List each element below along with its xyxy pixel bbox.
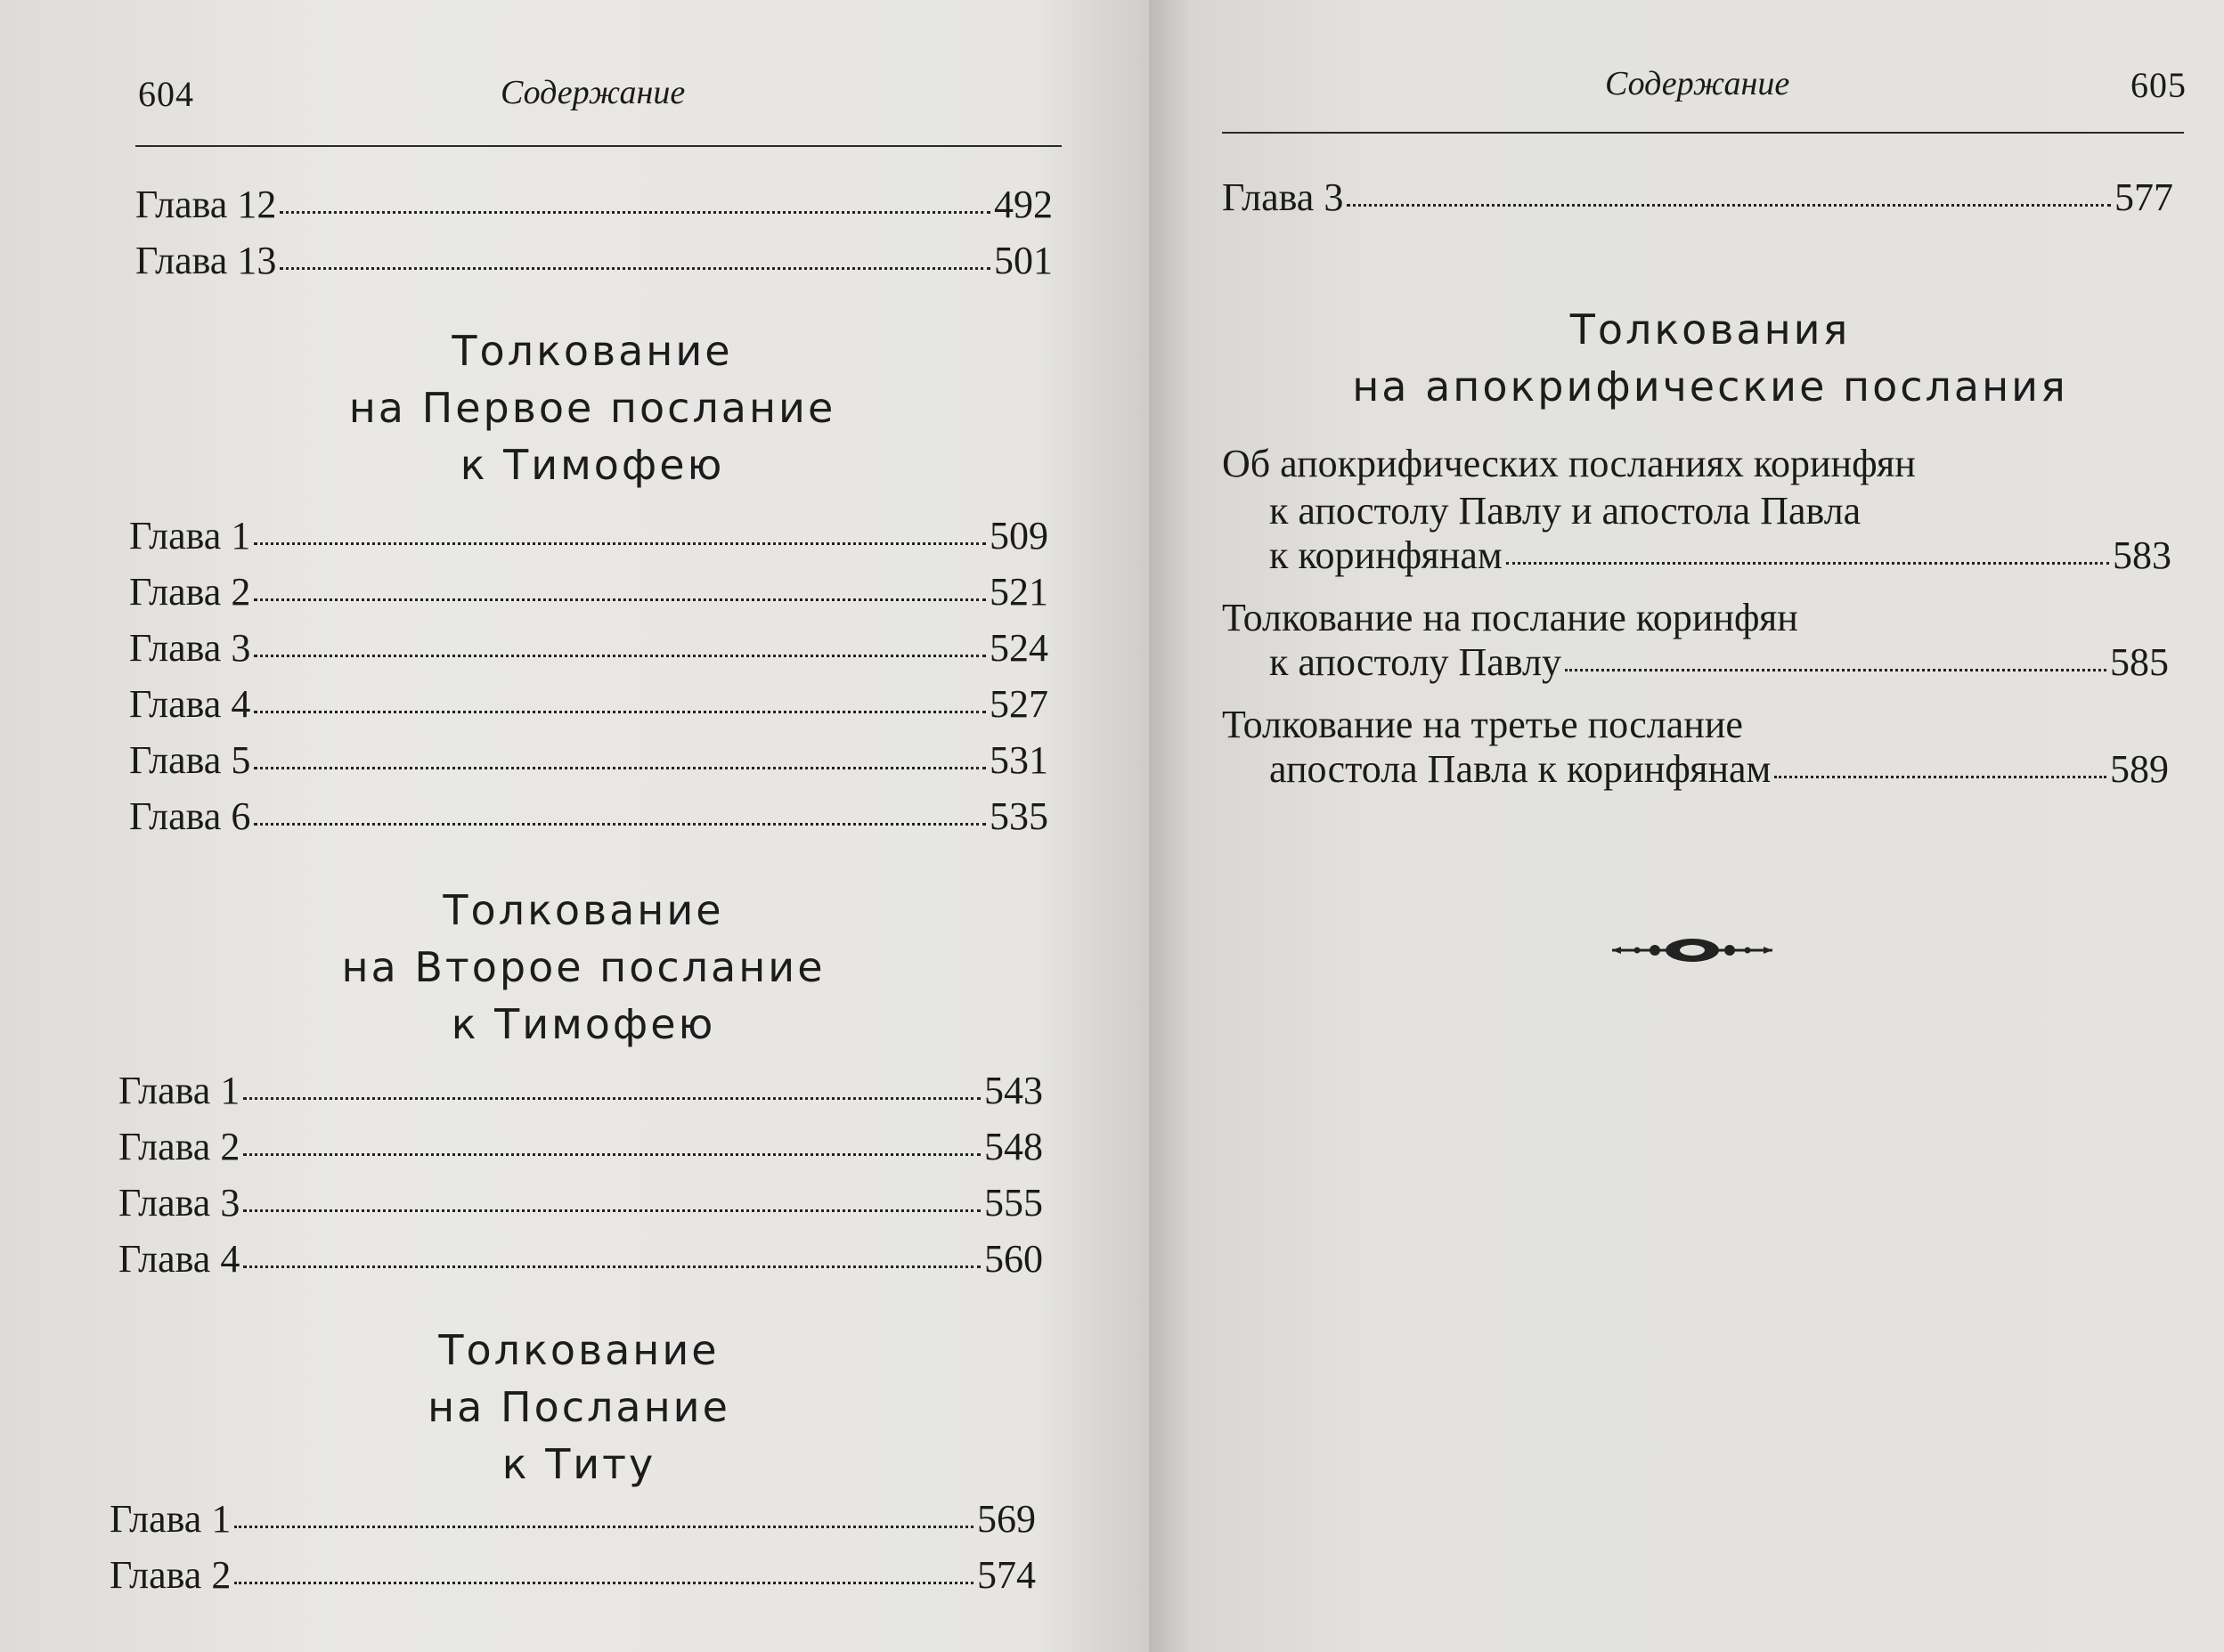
toc-entry-line: Толкование на послание коринфян: [1222, 596, 1798, 639]
section-title: Толкование на Второе послание к Тимофею: [341, 886, 826, 1048]
toc-entry: Глава 3 555: [118, 1181, 1043, 1225]
running-title: Содержание: [501, 74, 686, 111]
toc-entry-line: к апостолу Павлу и апостола Павла: [1269, 489, 1861, 533]
toc-entry: Глава 2 548: [118, 1125, 1043, 1168]
running-title: Содержание: [1605, 65, 1790, 102]
toc-entry: Глава 5 531: [129, 738, 1048, 782]
toc-entry: апостола Павла к коринфянам 589: [1269, 747, 2169, 791]
section-title: Толкование на Первое послание к Тимофею: [348, 327, 836, 489]
header-rule: [135, 145, 1062, 147]
toc-entry: Глава 6 535: [129, 794, 1048, 838]
page-number: 604: [138, 74, 194, 114]
section-title: Толкование на Послание к Титу: [428, 1326, 730, 1488]
toc-entry: Глава 1 543: [118, 1069, 1043, 1112]
toc-entry: Глава 2 574: [110, 1553, 1036, 1597]
toc-entry: Глава 1 509: [129, 514, 1048, 557]
fleuron-ornament-icon: [1612, 932, 1772, 968]
toc-entry: Глава 4 560: [118, 1237, 1043, 1281]
toc-entry: Глава 4 527: [129, 682, 1048, 726]
section-title: Толкования на апокрифические послания: [1352, 305, 2068, 411]
page-number: 605: [2130, 65, 2187, 105]
toc-entry-line: Толкование на третье послание: [1222, 703, 1743, 746]
header-rule: [1222, 132, 2184, 134]
toc-entry: Глава 13 501: [135, 239, 1053, 282]
toc-entry: Глава 2 521: [129, 570, 1048, 614]
toc-entry: к апостолу Павлу 585: [1269, 640, 2169, 684]
toc-entry: к коринфянам 583: [1269, 533, 2171, 577]
right-page: [1149, 0, 2224, 1652]
toc-entry: Глава 3 577: [1222, 175, 2173, 219]
toc-entry: Глава 1 569: [110, 1497, 1036, 1541]
toc-entry: Глава 12 492: [135, 183, 1053, 226]
toc-entry: Глава 3 524: [129, 626, 1048, 670]
toc-entry-line: Об апокрифических посланиях коринфян: [1222, 442, 1916, 485]
